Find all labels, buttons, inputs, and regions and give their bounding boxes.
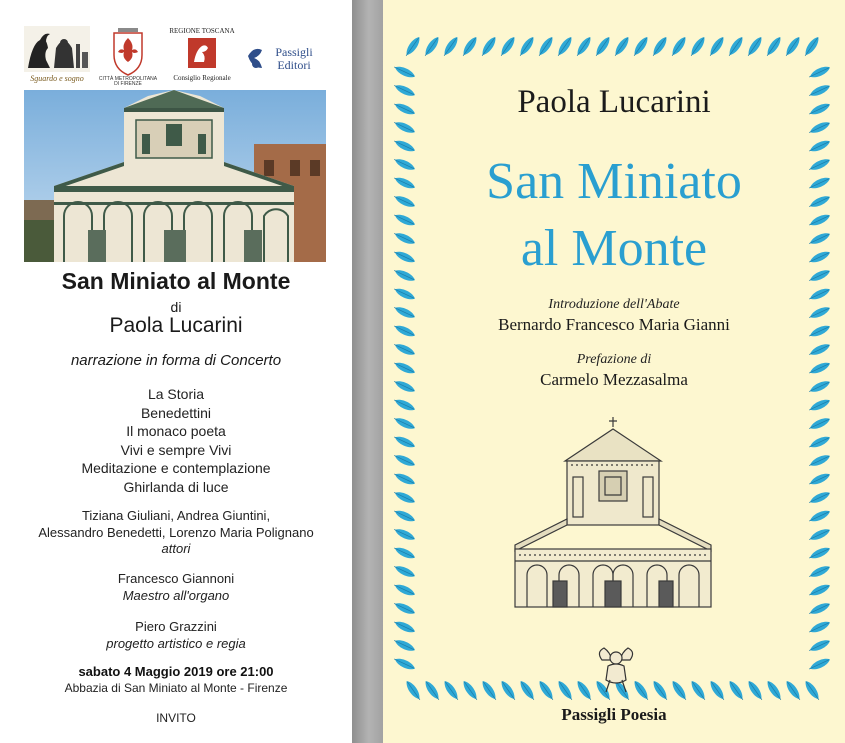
feather-ornament (727, 679, 746, 702)
regione-logo-line1: REGIONE TOSCANA (169, 27, 235, 35)
feather-ornament (808, 526, 832, 543)
cm-logo-line2: DI FIRENZE (114, 81, 142, 87)
feather-ornament (403, 35, 422, 58)
passigli-editori-logo (244, 38, 328, 78)
feather-ornament (808, 563, 832, 580)
organist-name: Francesco Giannoni (117, 571, 235, 586)
sguardo-e-sogno-logo (24, 26, 90, 84)
feather-ornament (707, 35, 726, 58)
sguardo-logo-text: Sguardo e sogno (30, 74, 84, 83)
feather-ornament (784, 679, 803, 702)
cover-title-line1: San Miniato (486, 153, 742, 210)
feather-ornament (808, 119, 832, 136)
feather-ornament (708, 679, 727, 702)
feather-ornament (393, 489, 417, 506)
passigli-logo-line1: Passigli (275, 45, 313, 59)
organist-role: Maestro all'organo (122, 587, 230, 603)
feather-ornament (393, 526, 417, 543)
feather-ornament (808, 415, 832, 432)
feather-ornament (802, 35, 821, 58)
feather-ornament (808, 582, 832, 599)
organist-credit (0, 571, 352, 604)
invitation-subtitle: narrazione in forma di Concerto (70, 352, 282, 369)
feather-ornament (808, 545, 832, 562)
feather-ornament (393, 471, 417, 488)
feather-ornament (393, 415, 417, 432)
feather-ornament (808, 434, 832, 451)
feather-ornament (536, 35, 555, 58)
feather-ornament (499, 679, 518, 702)
feather-ornament (670, 679, 689, 702)
director-name: Piero Grazzini (135, 619, 217, 634)
feather-ornament (726, 35, 745, 58)
feather-ornament (764, 35, 783, 58)
feather-ornament (393, 582, 417, 599)
feather-ornament (461, 679, 480, 702)
event-date: sabato 4 Maggio 2019 ore 21:00 (78, 664, 274, 679)
cherub-icon (596, 646, 636, 694)
feather-ornament (393, 508, 417, 525)
feather-ornament (808, 637, 832, 654)
feather-ornament (393, 637, 417, 654)
invito-label: INVITO (156, 711, 196, 725)
feather-ornament (393, 600, 417, 617)
feather-ornament (612, 35, 631, 58)
feather-ornament (803, 679, 822, 702)
feather-ornament (808, 452, 832, 469)
event-venue: Abbazia di San Miniato al Monte - Firenze (64, 681, 288, 695)
actors-line-1: Tiziana Giuliani, Andrea Giuntini, (81, 508, 271, 523)
feather-ornament (442, 679, 461, 702)
feather-ornament (498, 35, 517, 58)
page-gutter (352, 0, 383, 743)
cover-author: Paola Lucarini (517, 84, 711, 120)
feather-ornament (808, 656, 832, 673)
feather-ornament (393, 119, 417, 136)
director-credit (0, 619, 352, 652)
facade-engraving (513, 415, 713, 607)
feather-ornament (808, 471, 832, 488)
regione-logo-line2: Consiglio Regionale (173, 74, 231, 82)
feather-ornament (783, 35, 802, 58)
feather-ornament (808, 397, 832, 414)
feather-ornament (808, 489, 832, 506)
cover-title-line2: al Monte (520, 220, 708, 277)
feather-ornament (393, 619, 417, 636)
invitation-card (0, 0, 352, 743)
feather-ornament (404, 679, 423, 702)
feather-ornament (746, 679, 765, 702)
director-role: progetto artistico e regia (106, 635, 246, 651)
feather-ornament (517, 35, 536, 58)
chapter-item: Meditazione e contemplazione (81, 460, 271, 477)
chapter-item: La Storia (147, 386, 205, 402)
cover-intro-name: Bernardo Francesco Maria Gianni (498, 315, 730, 334)
chapter-item: Ghirlanda di luce (123, 478, 229, 495)
invitation-author: Paola Lucarini (109, 314, 243, 337)
invitation-di: di (170, 299, 182, 315)
feather-ornament (393, 563, 417, 580)
cover-preface-name: Carmelo Mezzasalma (540, 370, 688, 389)
chapter-item: Il monaco poeta (126, 423, 226, 440)
regione-toscana-logo (166, 24, 238, 86)
feather-ornament (393, 434, 417, 451)
passigli-logo-line2: Editori (277, 58, 311, 72)
feather-ornament (480, 679, 499, 702)
feather-ornament (669, 35, 688, 58)
feather-ornament (593, 35, 612, 58)
cm-logo-line1: CITTÀ METROPOLITANA (98, 76, 158, 82)
feather-ornament (393, 656, 417, 673)
feather-ornament (689, 679, 708, 702)
feather-ornament (393, 452, 417, 469)
feather-ornament (765, 679, 784, 702)
feather-ornament (650, 35, 669, 58)
feather-ornament (537, 679, 556, 702)
feather-ornament (393, 64, 417, 81)
feather-ornament (441, 35, 460, 58)
feather-ornament (808, 508, 832, 525)
feather-ornament (460, 35, 479, 58)
sponsor-logos (0, 24, 352, 88)
invitation-title: San Miniato al Monte (61, 268, 291, 294)
cover-intro-label: Introduzione dell'Abate (548, 297, 680, 312)
feather-ornament (423, 679, 442, 702)
feather-ornament (631, 35, 650, 58)
book-cover (383, 0, 845, 743)
feather-ornament (808, 64, 832, 81)
chapter-list (0, 385, 352, 497)
feather-ornament (574, 35, 593, 58)
feather-ornament (808, 600, 832, 617)
actors-line-2: Alessandro Benedetti, Lorenzo Maria Polignano (38, 524, 314, 540)
feather-ornament (555, 35, 574, 58)
feather-ornament (575, 679, 594, 702)
feather-ornament (808, 619, 832, 636)
cover-publisher: Passigli Poesia (561, 705, 667, 724)
actors-credit (0, 508, 352, 558)
feather-ornament (422, 35, 441, 58)
church-photo (24, 90, 326, 262)
feather-ornament (393, 545, 417, 562)
feather-ornament (518, 679, 537, 702)
feather-ornament (556, 679, 575, 702)
citta-metropolitana-logo (98, 24, 158, 87)
chapter-item: Vivi e sempre Vivi (120, 441, 232, 458)
feather-ornament (479, 35, 498, 58)
feather-ornament (745, 35, 764, 58)
feather-ornament (393, 397, 417, 414)
chapter-item: Benedettini (140, 404, 212, 421)
feather-ornament (688, 35, 707, 58)
cover-preface-label: Prefazione di (576, 352, 652, 367)
feather-ornament (651, 679, 670, 702)
actors-role: attori (161, 541, 191, 556)
